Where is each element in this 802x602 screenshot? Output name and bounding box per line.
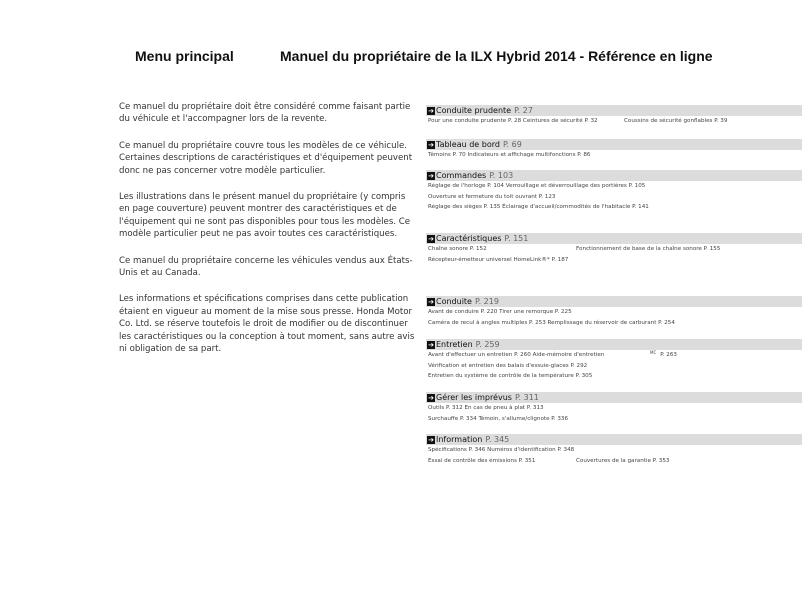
intro-paragraph: Les illustrations dans le présent manuel du propriétaire (y compris en page couverture) peuvent montrer des caractéristiques et de l'équipement qui ne sont pas disponibles pour tous les modèles. Ce modèle particulier peut ne pas avoir toutes ces caractéristiques. — [119, 192, 411, 240]
section-page: P. 345 — [485, 435, 510, 444]
section-page: P. 27 — [514, 106, 533, 115]
trademark-mark: MC — [650, 350, 657, 355]
main-menu-link[interactable]: Menu principal — [135, 48, 234, 64]
subsection-line[interactable] — [426, 244, 802, 255]
section-gerer-les-imprevus — [426, 392, 802, 424]
subsection-text[interactable]: Récepteur-émetteur universel HomeLink®* P. 187 — [428, 256, 569, 263]
section-title: Conduite prudente — [436, 106, 512, 115]
arrow-right-icon: ➔ — [428, 393, 434, 402]
subsection-text[interactable]: Pour une conduite prudente P. 28 Ceintures de sécurité P. 32 — [428, 118, 598, 124]
subsection-text[interactable]: Témoins P. 70 Indicateurs et affichage multifonctions P. 86 — [428, 152, 591, 158]
intro-paragraph: Ce manuel du propriétaire concerne les véhicules vendus aux États-Unis et au Canada. — [119, 255, 413, 279]
subsection-line[interactable] — [426, 371, 802, 382]
subsection-text[interactable]: Vérification et entretien des balais d'essuie-glaces P. 292 — [428, 362, 588, 369]
arrow-right-icon: ➔ — [428, 297, 434, 306]
section-page: P. 259 — [475, 340, 500, 349]
section-page: P. 69 — [502, 140, 522, 149]
subsection-line[interactable] — [426, 255, 802, 266]
section-title: Tableau de bord — [436, 140, 500, 149]
subsection-line[interactable] — [426, 445, 802, 456]
section-link-tableau-de-bord[interactable] — [426, 139, 802, 150]
section-link-conduite-prudente[interactable] — [426, 105, 802, 116]
intro-text — [119, 101, 417, 370]
subsection-line[interactable] — [426, 202, 802, 213]
intro-paragraph: Ce manuel du propriétaire doit être considéré comme faisant partie du véhicule et l'accompagner lors de la revente. — [119, 102, 411, 125]
subsection-text[interactable]: Avant de conduire P. 220 Tirer une remorque P. 225 — [428, 309, 572, 315]
section-link-commandes[interactable] — [426, 170, 802, 181]
subsection-text[interactable]: Spécifications P. 346 Numéros d'identification P. 348 — [428, 447, 575, 453]
subsection-text[interactable]: Chaîne sonore P. 152 — [428, 246, 487, 252]
section-page: P. 151 — [504, 234, 529, 243]
section-title: Gérer les imprévus — [436, 393, 512, 402]
subsection-line[interactable] — [426, 307, 802, 318]
subsection-line[interactable] — [426, 181, 802, 192]
section-conduite — [426, 296, 802, 328]
subsection-text[interactable]: Outils P. 312 En cas de pneu à plat P. 313 — [428, 405, 544, 411]
section-title: Entretien — [436, 340, 473, 349]
subsection-text[interactable]: P. 263 — [660, 352, 677, 358]
subsection-line[interactable] — [426, 414, 802, 425]
arrow-right-icon: ➔ — [428, 106, 434, 115]
arrow-right-icon: ➔ — [428, 234, 434, 243]
section-link-gerer-les-imprevus[interactable] — [426, 392, 802, 403]
subsection-text[interactable]: Couvertures de la garantie P. 353 — [576, 457, 670, 464]
section-information — [426, 434, 802, 466]
subsection-line[interactable] — [426, 361, 802, 372]
section-title: Information — [436, 435, 483, 444]
section-link-entretien[interactable] — [426, 339, 802, 350]
page-title: Manuel du propriétaire de la ILX Hybrid 2014 - Référence en ligne — [280, 48, 713, 64]
section-caracteristiques — [426, 233, 802, 265]
subsection-line[interactable] — [426, 116, 802, 127]
section-title: Conduite — [436, 297, 472, 306]
arrow-right-icon: ➔ — [428, 340, 434, 349]
section-page: P. 311 — [514, 393, 539, 402]
subsection-line[interactable] — [426, 350, 802, 361]
subsection-text[interactable]: Caméra de recul à angles multiples P. 253 Remplissage du réservoir de carburant P. 254 — [428, 319, 675, 326]
arrow-right-icon: ➔ — [428, 435, 434, 444]
subsection-text[interactable]: Entretien du système de contrôle de la température P. 305 — [428, 373, 593, 379]
section-conduite-prudente — [426, 105, 802, 127]
subsection-text[interactable]: Réglage de l'horloge P. 104 Verrouillage et déverrouillage des portières P. 105 — [428, 183, 646, 189]
section-title: Commandes — [436, 171, 487, 180]
subsection-line[interactable] — [426, 456, 802, 467]
section-title: Caractéristiques — [436, 234, 502, 243]
section-link-caracteristiques[interactable] — [426, 233, 802, 244]
section-commandes — [426, 170, 802, 213]
section-page: P. 219 — [474, 297, 499, 306]
arrow-right-icon: ➔ — [428, 171, 434, 180]
arrow-right-icon: ➔ — [428, 140, 434, 149]
subsection-text[interactable]: Fonctionnement de base de la chaîne sonore P. 155 — [576, 246, 721, 252]
subsection-text[interactable]: Coussins de sécurité gonflables P. 39 — [624, 118, 728, 124]
subsection-line[interactable] — [426, 403, 802, 414]
subsection-text[interactable]: Réglage des sièges P. 135 Éclairage d'accueil/commodités de l'habitacle P. 141 — [428, 204, 649, 210]
intro-paragraph: Ce manuel du propriétaire couvre tous les modèles de ce véhicule. Certaines descriptions de caractéristiques et d'équipement peuvent donc ne pas concerner votre modèle particulier. — [119, 140, 413, 176]
subsection-line[interactable] — [426, 150, 802, 161]
section-tableau-de-bord — [426, 139, 802, 161]
subsection-line[interactable] — [426, 192, 802, 203]
subsection-text[interactable]: Surchauffe P. 334 Témoin, s'allume/clignote P. 336 — [428, 415, 569, 422]
subsection-line[interactable] — [426, 318, 802, 329]
section-link-information[interactable] — [426, 434, 802, 445]
section-link-conduite[interactable] — [426, 296, 802, 307]
section-entretien — [426, 339, 802, 382]
subsection-text[interactable]: Avant d'effectuer un entretien P. 260 Aide-mémoire d'entretien — [428, 352, 605, 358]
intro-paragraph: Les informations et spécifications comprises dans cette publication étaient en vigueur au moment de la mise sous presse. Honda Motor Co. Ltd. se réserve toutefois le droit de modifier ou de discontinuer les caractéristiques ou la conception à tout moment, sans autre avis ni obligation de sa part. — [119, 294, 415, 355]
section-page: P. 103 — [489, 171, 514, 180]
subsection-text[interactable]: Essai de contrôle des émissions P. 351 — [428, 457, 536, 464]
subsection-text[interactable]: Ouverture et fermeture du toit ouvrant P. 123 — [428, 193, 556, 200]
